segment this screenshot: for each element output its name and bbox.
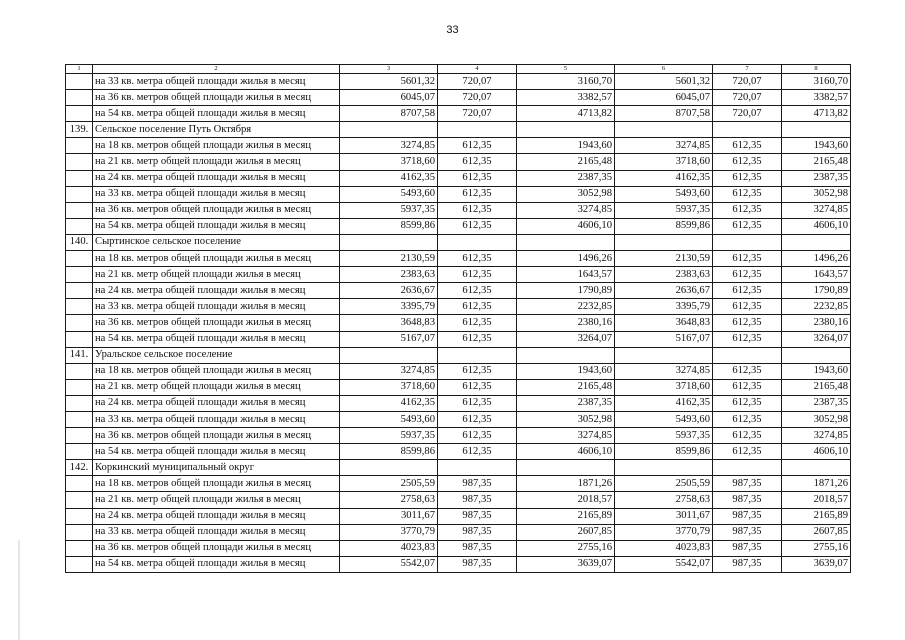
row-label: на 36 кв. метров общей площади жилья в месяц bbox=[93, 315, 340, 331]
row-label: на 18 кв. метров общей площади жилья в месяц bbox=[93, 363, 340, 379]
value-col-4: 612,35 bbox=[438, 379, 517, 395]
empty-cell bbox=[782, 347, 851, 363]
value-col-7: 612,35 bbox=[713, 299, 782, 315]
value-col-3: 4162,35 bbox=[340, 395, 438, 411]
table-row bbox=[66, 315, 851, 331]
value-col-5: 3274,85 bbox=[517, 202, 615, 218]
row-label: на 54 кв. метра общей площади жилья в месяц bbox=[93, 556, 340, 572]
row-label: на 21 кв. метр общей площади жилья в месяц bbox=[93, 267, 340, 283]
value-col-4: 612,35 bbox=[438, 170, 517, 186]
value-col-8: 1643,57 bbox=[782, 267, 851, 283]
value-col-6: 2636,67 bbox=[615, 283, 713, 299]
value-col-4: 987,35 bbox=[438, 476, 517, 492]
column-number-row bbox=[66, 65, 851, 74]
empty-cell bbox=[438, 347, 517, 363]
value-col-5: 2755,16 bbox=[517, 540, 615, 556]
value-col-8: 2387,35 bbox=[782, 170, 851, 186]
section-title: Уральское сельское поселение bbox=[93, 347, 340, 363]
value-col-8: 3264,07 bbox=[782, 331, 851, 347]
value-col-4: 612,35 bbox=[438, 154, 517, 170]
row-number-cell bbox=[66, 315, 93, 331]
value-col-8: 2232,85 bbox=[782, 299, 851, 315]
table-row bbox=[66, 283, 851, 299]
empty-cell bbox=[713, 234, 782, 250]
row-number-cell bbox=[66, 170, 93, 186]
row-label: на 36 кв. метров общей площади жилья в месяц bbox=[93, 202, 340, 218]
value-col-8: 3052,98 bbox=[782, 186, 851, 202]
value-col-8: 1790,89 bbox=[782, 283, 851, 299]
value-col-6: 5167,07 bbox=[615, 331, 713, 347]
empty-cell bbox=[713, 460, 782, 476]
table-row bbox=[66, 299, 851, 315]
value-col-6: 5937,35 bbox=[615, 202, 713, 218]
value-col-3: 2636,67 bbox=[340, 283, 438, 299]
value-col-3: 2758,63 bbox=[340, 492, 438, 508]
row-label: на 18 кв. метров общей площади жилья в месяц bbox=[93, 138, 340, 154]
column-number-4: 4 bbox=[438, 65, 517, 74]
value-col-5: 2165,48 bbox=[517, 379, 615, 395]
value-col-7: 612,35 bbox=[713, 283, 782, 299]
value-col-6: 3718,60 bbox=[615, 154, 713, 170]
column-number-5: 5 bbox=[517, 65, 615, 74]
value-col-3: 8599,86 bbox=[340, 444, 438, 460]
value-col-7: 612,35 bbox=[713, 186, 782, 202]
row-number-cell bbox=[66, 186, 93, 202]
value-col-6: 2130,59 bbox=[615, 251, 713, 267]
value-col-5: 1643,57 bbox=[517, 267, 615, 283]
value-col-4: 720,07 bbox=[438, 106, 517, 122]
value-col-4: 720,07 bbox=[438, 74, 517, 90]
row-number-cell bbox=[66, 363, 93, 379]
row-number-cell bbox=[66, 492, 93, 508]
value-col-6: 4023,83 bbox=[615, 540, 713, 556]
value-col-7: 612,35 bbox=[713, 154, 782, 170]
value-col-3: 5167,07 bbox=[340, 331, 438, 347]
value-col-7: 987,35 bbox=[713, 556, 782, 572]
empty-cell bbox=[438, 234, 517, 250]
value-col-4: 612,35 bbox=[438, 315, 517, 331]
value-col-8: 3052,98 bbox=[782, 411, 851, 427]
value-col-3: 3011,67 bbox=[340, 508, 438, 524]
row-number-cell bbox=[66, 218, 93, 234]
column-number-7: 7 bbox=[713, 65, 782, 74]
row-number-cell bbox=[66, 283, 93, 299]
table-row bbox=[66, 492, 851, 508]
value-col-7: 987,35 bbox=[713, 508, 782, 524]
value-col-5: 2165,48 bbox=[517, 154, 615, 170]
table-row bbox=[66, 90, 851, 106]
table-row bbox=[66, 202, 851, 218]
table-row bbox=[66, 170, 851, 186]
value-col-7: 612,35 bbox=[713, 331, 782, 347]
row-label: на 36 кв. метров общей площади жилья в месяц bbox=[93, 540, 340, 556]
value-col-3: 5601,32 bbox=[340, 74, 438, 90]
value-col-8: 3160,70 bbox=[782, 74, 851, 90]
value-col-4: 987,35 bbox=[438, 508, 517, 524]
value-col-4: 612,35 bbox=[438, 444, 517, 460]
value-col-4: 612,35 bbox=[438, 283, 517, 299]
row-number-cell bbox=[66, 267, 93, 283]
value-col-8: 2165,48 bbox=[782, 154, 851, 170]
value-col-7: 612,35 bbox=[713, 138, 782, 154]
row-label: на 54 кв. метра общей площади жилья в месяц bbox=[93, 218, 340, 234]
value-col-6: 8599,86 bbox=[615, 444, 713, 460]
value-col-4: 612,35 bbox=[438, 299, 517, 315]
value-col-3: 5937,35 bbox=[340, 428, 438, 444]
column-number-2: 2 bbox=[93, 65, 340, 74]
row-number-cell bbox=[66, 540, 93, 556]
value-col-6: 8599,86 bbox=[615, 218, 713, 234]
value-col-3: 3274,85 bbox=[340, 363, 438, 379]
value-col-6: 2505,59 bbox=[615, 476, 713, 492]
page-number: 33 bbox=[446, 24, 459, 36]
value-col-5: 2018,57 bbox=[517, 492, 615, 508]
row-number-cell bbox=[66, 299, 93, 315]
value-col-5: 1943,60 bbox=[517, 363, 615, 379]
empty-cell bbox=[517, 460, 615, 476]
value-col-3: 6045,07 bbox=[340, 90, 438, 106]
value-col-3: 8707,58 bbox=[340, 106, 438, 122]
value-col-5: 1871,26 bbox=[517, 476, 615, 492]
value-col-8: 3274,85 bbox=[782, 428, 851, 444]
row-number-cell bbox=[66, 74, 93, 90]
value-col-8: 1943,60 bbox=[782, 138, 851, 154]
value-col-5: 4606,10 bbox=[517, 444, 615, 460]
value-col-4: 612,35 bbox=[438, 267, 517, 283]
section-title: Сельское поселение Путь Октября bbox=[93, 122, 340, 138]
value-col-4: 612,35 bbox=[438, 395, 517, 411]
value-col-3: 8599,86 bbox=[340, 218, 438, 234]
row-label: на 33 кв. метра общей площади жилья в месяц bbox=[93, 524, 340, 540]
table-row bbox=[66, 476, 851, 492]
value-col-6: 3274,85 bbox=[615, 363, 713, 379]
table-row bbox=[66, 524, 851, 540]
value-col-4: 612,35 bbox=[438, 363, 517, 379]
column-number-6: 6 bbox=[615, 65, 713, 74]
tariff-table bbox=[65, 64, 851, 573]
value-col-5: 1496,26 bbox=[517, 251, 615, 267]
table-row bbox=[66, 138, 851, 154]
row-label: на 54 кв. метра общей площади жилья в месяц bbox=[93, 444, 340, 460]
empty-cell bbox=[340, 347, 438, 363]
column-number-8: 8 bbox=[782, 65, 851, 74]
value-col-8: 3639,07 bbox=[782, 556, 851, 572]
table-row bbox=[66, 540, 851, 556]
section-title: Сыртинское сельское поселение bbox=[93, 234, 340, 250]
value-col-7: 987,35 bbox=[713, 476, 782, 492]
row-number: 142. bbox=[66, 460, 93, 476]
row-label: на 33 кв. метра общей площади жилья в месяц bbox=[93, 74, 340, 90]
value-col-5: 2387,35 bbox=[517, 170, 615, 186]
empty-cell bbox=[615, 460, 713, 476]
table-row bbox=[66, 379, 851, 395]
value-col-7: 987,35 bbox=[713, 540, 782, 556]
row-number-cell bbox=[66, 138, 93, 154]
empty-cell bbox=[782, 234, 851, 250]
empty-cell bbox=[517, 234, 615, 250]
value-col-7: 612,35 bbox=[713, 267, 782, 283]
row-label: на 33 кв. метра общей площади жилья в месяц bbox=[93, 299, 340, 315]
row-label: на 54 кв. метра общей площади жилья в месяц bbox=[93, 331, 340, 347]
row-number-cell bbox=[66, 556, 93, 572]
row-label: на 33 кв. метра общей площади жилья в месяц bbox=[93, 186, 340, 202]
value-col-7: 612,35 bbox=[713, 379, 782, 395]
value-col-5: 2380,16 bbox=[517, 315, 615, 331]
value-col-8: 4606,10 bbox=[782, 444, 851, 460]
table-row bbox=[66, 508, 851, 524]
value-col-8: 3382,57 bbox=[782, 90, 851, 106]
row-number-cell bbox=[66, 428, 93, 444]
empty-cell bbox=[713, 122, 782, 138]
value-col-6: 5542,07 bbox=[615, 556, 713, 572]
section-row bbox=[66, 460, 851, 476]
value-col-4: 612,35 bbox=[438, 331, 517, 347]
table-row bbox=[66, 251, 851, 267]
value-col-8: 2380,16 bbox=[782, 315, 851, 331]
value-col-8: 4606,10 bbox=[782, 218, 851, 234]
column-number-3: 3 bbox=[340, 65, 438, 74]
value-col-5: 3052,98 bbox=[517, 186, 615, 202]
value-col-8: 4713,82 bbox=[782, 106, 851, 122]
value-col-6: 5601,32 bbox=[615, 74, 713, 90]
row-label: на 33 кв. метра общей площади жилья в месяц bbox=[93, 411, 340, 427]
empty-cell bbox=[517, 122, 615, 138]
table-row bbox=[66, 444, 851, 460]
value-col-5: 3274,85 bbox=[517, 428, 615, 444]
table-row bbox=[66, 267, 851, 283]
row-label: на 24 кв. метра общей площади жилья в месяц bbox=[93, 395, 340, 411]
value-col-3: 3770,79 bbox=[340, 524, 438, 540]
empty-cell bbox=[713, 347, 782, 363]
value-col-6: 4162,35 bbox=[615, 395, 713, 411]
row-number: 141. bbox=[66, 347, 93, 363]
row-number: 139. bbox=[66, 122, 93, 138]
row-label: на 36 кв. метров общей площади жилья в месяц bbox=[93, 90, 340, 106]
row-number-cell bbox=[66, 90, 93, 106]
value-col-7: 720,07 bbox=[713, 74, 782, 90]
value-col-6: 2758,63 bbox=[615, 492, 713, 508]
value-col-4: 987,35 bbox=[438, 492, 517, 508]
row-label: на 24 кв. метра общей площади жилья в месяц bbox=[93, 508, 340, 524]
value-col-4: 612,35 bbox=[438, 138, 517, 154]
value-col-4: 987,35 bbox=[438, 540, 517, 556]
value-col-4: 612,35 bbox=[438, 218, 517, 234]
value-col-7: 720,07 bbox=[713, 106, 782, 122]
value-col-5: 3264,07 bbox=[517, 331, 615, 347]
value-col-8: 1871,26 bbox=[782, 476, 851, 492]
table-row bbox=[66, 218, 851, 234]
table-row bbox=[66, 186, 851, 202]
table-row bbox=[66, 154, 851, 170]
row-label: на 21 кв. метр общей площади жилья в месяц bbox=[93, 379, 340, 395]
value-col-7: 987,35 bbox=[713, 524, 782, 540]
row-label: на 24 кв. метра общей площади жилья в месяц bbox=[93, 283, 340, 299]
value-col-3: 4023,83 bbox=[340, 540, 438, 556]
value-col-6: 6045,07 bbox=[615, 90, 713, 106]
value-col-6: 5493,60 bbox=[615, 411, 713, 427]
row-label: на 36 кв. метров общей площади жилья в месяц bbox=[93, 428, 340, 444]
row-number-cell bbox=[66, 202, 93, 218]
column-number-1: 1 bbox=[66, 65, 93, 74]
row-number-cell bbox=[66, 395, 93, 411]
row-number-cell bbox=[66, 154, 93, 170]
value-col-5: 3382,57 bbox=[517, 90, 615, 106]
value-col-5: 3160,70 bbox=[517, 74, 615, 90]
empty-cell bbox=[517, 347, 615, 363]
value-col-6: 8707,58 bbox=[615, 106, 713, 122]
value-col-5: 4606,10 bbox=[517, 218, 615, 234]
value-col-8: 2018,57 bbox=[782, 492, 851, 508]
empty-cell bbox=[615, 122, 713, 138]
empty-cell bbox=[615, 347, 713, 363]
value-col-7: 612,35 bbox=[713, 411, 782, 427]
value-col-7: 612,35 bbox=[713, 363, 782, 379]
table-row bbox=[66, 395, 851, 411]
row-label: на 24 кв. метра общей площади жилья в месяц bbox=[93, 170, 340, 186]
table-row bbox=[66, 331, 851, 347]
empty-cell bbox=[782, 122, 851, 138]
scan-edge-mark bbox=[18, 540, 20, 640]
table-body bbox=[66, 65, 851, 573]
value-col-4: 612,35 bbox=[438, 428, 517, 444]
row-number-cell bbox=[66, 476, 93, 492]
table-row bbox=[66, 556, 851, 572]
empty-cell bbox=[782, 460, 851, 476]
value-col-4: 987,35 bbox=[438, 524, 517, 540]
value-col-6: 3011,67 bbox=[615, 508, 713, 524]
value-col-3: 5493,60 bbox=[340, 411, 438, 427]
value-col-5: 4713,82 bbox=[517, 106, 615, 122]
value-col-3: 3648,83 bbox=[340, 315, 438, 331]
row-number-cell bbox=[66, 331, 93, 347]
table-row bbox=[66, 106, 851, 122]
value-col-5: 2232,85 bbox=[517, 299, 615, 315]
row-number-cell bbox=[66, 444, 93, 460]
value-col-7: 987,35 bbox=[713, 492, 782, 508]
table-row bbox=[66, 363, 851, 379]
empty-cell bbox=[340, 234, 438, 250]
empty-cell bbox=[340, 460, 438, 476]
value-col-5: 2387,35 bbox=[517, 395, 615, 411]
value-col-4: 720,07 bbox=[438, 90, 517, 106]
row-label: на 21 кв. метр общей площади жилья в месяц bbox=[93, 154, 340, 170]
value-col-7: 612,35 bbox=[713, 428, 782, 444]
value-col-8: 1496,26 bbox=[782, 251, 851, 267]
value-col-8: 2607,85 bbox=[782, 524, 851, 540]
row-number: 140. bbox=[66, 234, 93, 250]
value-col-6: 5493,60 bbox=[615, 186, 713, 202]
value-col-3: 3274,85 bbox=[340, 138, 438, 154]
value-col-8: 3274,85 bbox=[782, 202, 851, 218]
row-label: на 54 кв. метра общей площади жилья в месяц bbox=[93, 106, 340, 122]
value-col-3: 5493,60 bbox=[340, 186, 438, 202]
value-col-3: 5937,35 bbox=[340, 202, 438, 218]
value-col-3: 3395,79 bbox=[340, 299, 438, 315]
empty-cell bbox=[615, 234, 713, 250]
value-col-7: 612,35 bbox=[713, 444, 782, 460]
value-col-7: 612,35 bbox=[713, 218, 782, 234]
row-label: на 18 кв. метров общей площади жилья в месяц bbox=[93, 476, 340, 492]
section-row bbox=[66, 122, 851, 138]
value-col-5: 3052,98 bbox=[517, 411, 615, 427]
value-col-7: 720,07 bbox=[713, 90, 782, 106]
value-col-5: 1943,60 bbox=[517, 138, 615, 154]
value-col-6: 3274,85 bbox=[615, 138, 713, 154]
value-col-5: 3639,07 bbox=[517, 556, 615, 572]
table-row bbox=[66, 411, 851, 427]
value-col-4: 612,35 bbox=[438, 251, 517, 267]
value-col-7: 612,35 bbox=[713, 251, 782, 267]
value-col-3: 2130,59 bbox=[340, 251, 438, 267]
row-label: на 21 кв. метр общей площади жилья в месяц bbox=[93, 492, 340, 508]
row-number-cell bbox=[66, 106, 93, 122]
value-col-4: 987,35 bbox=[438, 556, 517, 572]
value-col-3: 2383,63 bbox=[340, 267, 438, 283]
value-col-4: 612,35 bbox=[438, 186, 517, 202]
value-col-4: 612,35 bbox=[438, 411, 517, 427]
value-col-8: 2165,89 bbox=[782, 508, 851, 524]
value-col-8: 2165,48 bbox=[782, 379, 851, 395]
value-col-3: 2505,59 bbox=[340, 476, 438, 492]
value-col-3: 3718,60 bbox=[340, 379, 438, 395]
value-col-7: 612,35 bbox=[713, 202, 782, 218]
row-number-cell bbox=[66, 508, 93, 524]
row-label: на 18 кв. метров общей площади жилья в месяц bbox=[93, 251, 340, 267]
value-col-6: 2383,63 bbox=[615, 267, 713, 283]
value-col-5: 2607,85 bbox=[517, 524, 615, 540]
value-col-3: 5542,07 bbox=[340, 556, 438, 572]
value-col-4: 612,35 bbox=[438, 202, 517, 218]
section-row bbox=[66, 347, 851, 363]
value-col-7: 612,35 bbox=[713, 315, 782, 331]
section-title: Коркинский муниципальный округ bbox=[93, 460, 340, 476]
empty-cell bbox=[438, 460, 517, 476]
value-col-7: 612,35 bbox=[713, 395, 782, 411]
value-col-8: 2387,35 bbox=[782, 395, 851, 411]
value-col-3: 4162,35 bbox=[340, 170, 438, 186]
value-col-6: 5937,35 bbox=[615, 428, 713, 444]
table-row bbox=[66, 74, 851, 90]
empty-cell bbox=[438, 122, 517, 138]
value-col-6: 3395,79 bbox=[615, 299, 713, 315]
value-col-6: 3770,79 bbox=[615, 524, 713, 540]
table-row bbox=[66, 428, 851, 444]
value-col-5: 2165,89 bbox=[517, 508, 615, 524]
value-col-6: 3648,83 bbox=[615, 315, 713, 331]
value-col-6: 3718,60 bbox=[615, 379, 713, 395]
empty-cell bbox=[340, 122, 438, 138]
value-col-3: 3718,60 bbox=[340, 154, 438, 170]
row-number-cell bbox=[66, 251, 93, 267]
value-col-6: 4162,35 bbox=[615, 170, 713, 186]
value-col-7: 612,35 bbox=[713, 170, 782, 186]
row-number-cell bbox=[66, 379, 93, 395]
row-number-cell bbox=[66, 524, 93, 540]
section-row bbox=[66, 234, 851, 250]
value-col-5: 1790,89 bbox=[517, 283, 615, 299]
row-number-cell bbox=[66, 411, 93, 427]
value-col-8: 2755,16 bbox=[782, 540, 851, 556]
value-col-8: 1943,60 bbox=[782, 363, 851, 379]
